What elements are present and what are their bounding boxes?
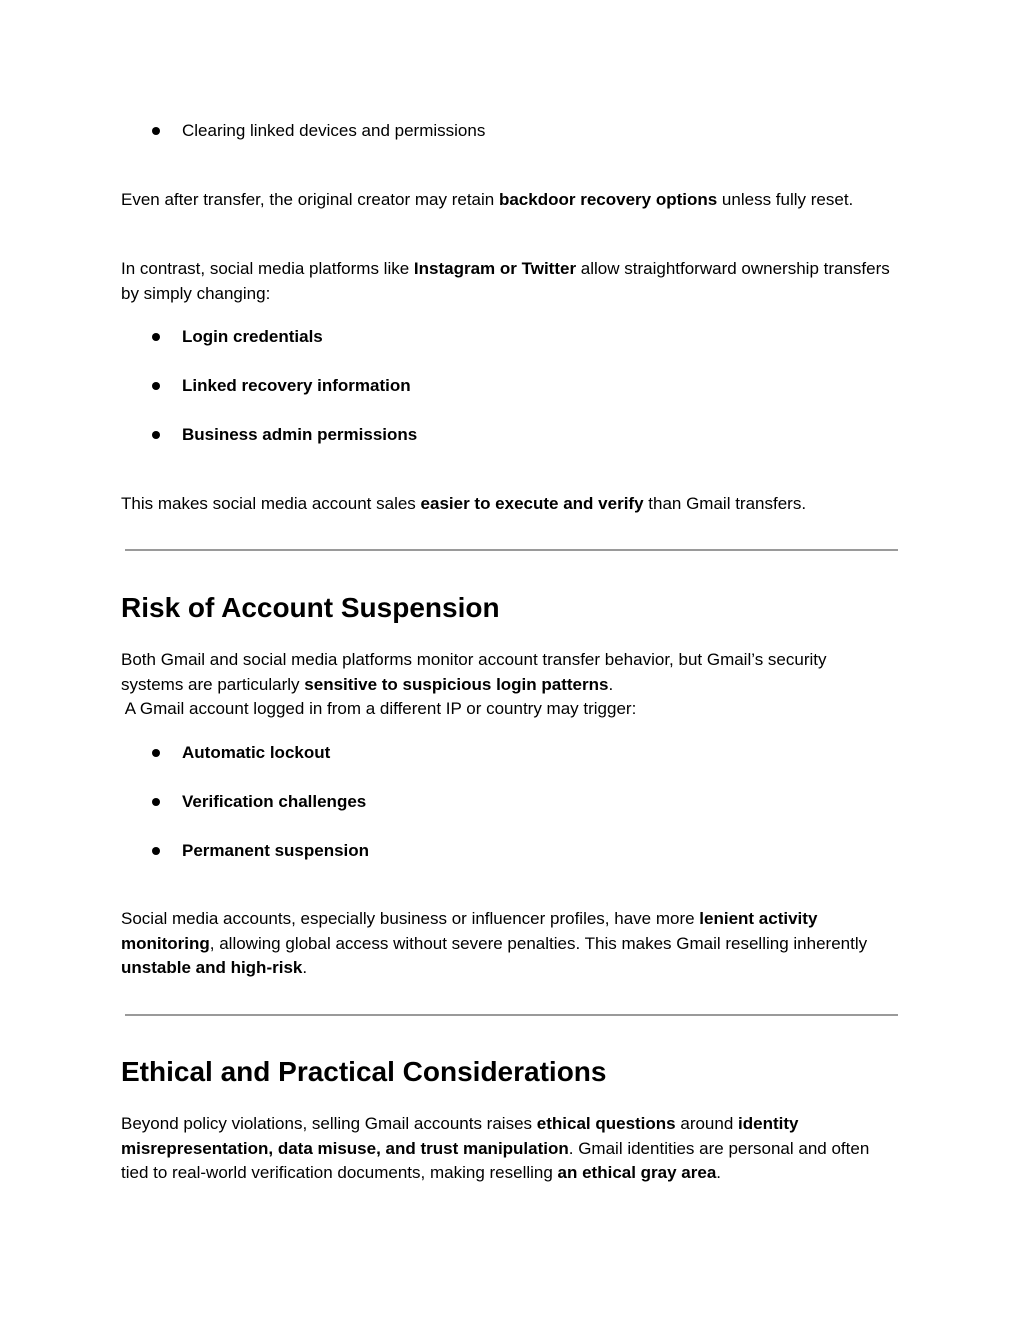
paragraph-backdoor: Even after transfer, the original creator may retain backdoor recovery options unless fully reset. <box>121 190 854 209</box>
list-item: Linked recovery information <box>150 376 411 396</box>
bullet-icon <box>152 382 160 390</box>
paragraph-ethics: Beyond policy violations, selling Gmail accounts raises ethical questions around identity misrepresentation, data misuse, and trust manipulation. Gmail identities are personal and often tied to real-world verification documents, making reselling an ethical gray area. <box>121 1114 870 1182</box>
list-item: Verification challenges <box>150 792 366 812</box>
list-item: Clearing linked devices and permissions <box>150 121 485 141</box>
list-item: Login credentials <box>150 327 323 347</box>
section-heading: Risk of Account Suspension <box>121 592 500 623</box>
bullet-icon <box>152 127 160 135</box>
paragraph-social-media: Social media accounts, especially business or influencer profiles, have more lenient activity monitoring, allowing global access without severe penalties. This makes Gmail reselling inherently unstable and high-risk. <box>121 909 868 977</box>
bullet-icon <box>152 847 160 855</box>
list-item: Business admin permissions <box>150 425 417 445</box>
list-item: Automatic lockout <box>150 743 330 763</box>
list-item: Permanent suspension <box>150 841 369 861</box>
paragraph-conclusion: This makes social media account sales easier to execute and verify than Gmail transfers. <box>121 494 807 513</box>
section-heading: Ethical and Practical Considerations <box>121 1056 607 1087</box>
bullet-icon <box>152 798 160 806</box>
horizontal-divider <box>125 549 898 551</box>
paragraph-monitoring: Both Gmail and social media platforms monitor account transfer behavior, but Gmail’s security systems are particularly sensitive to suspicious login patterns. A Gmail account logged in from a different IP or country may trigger: <box>121 650 827 718</box>
bullet-icon <box>152 749 160 757</box>
bullet-icon <box>152 333 160 341</box>
horizontal-divider <box>125 1014 898 1016</box>
paragraph-contrast: In contrast, social media platforms like Instagram or Twitter allow straightforward ownership transfers by simply changing: <box>121 259 890 303</box>
bullet-icon <box>152 431 160 439</box>
